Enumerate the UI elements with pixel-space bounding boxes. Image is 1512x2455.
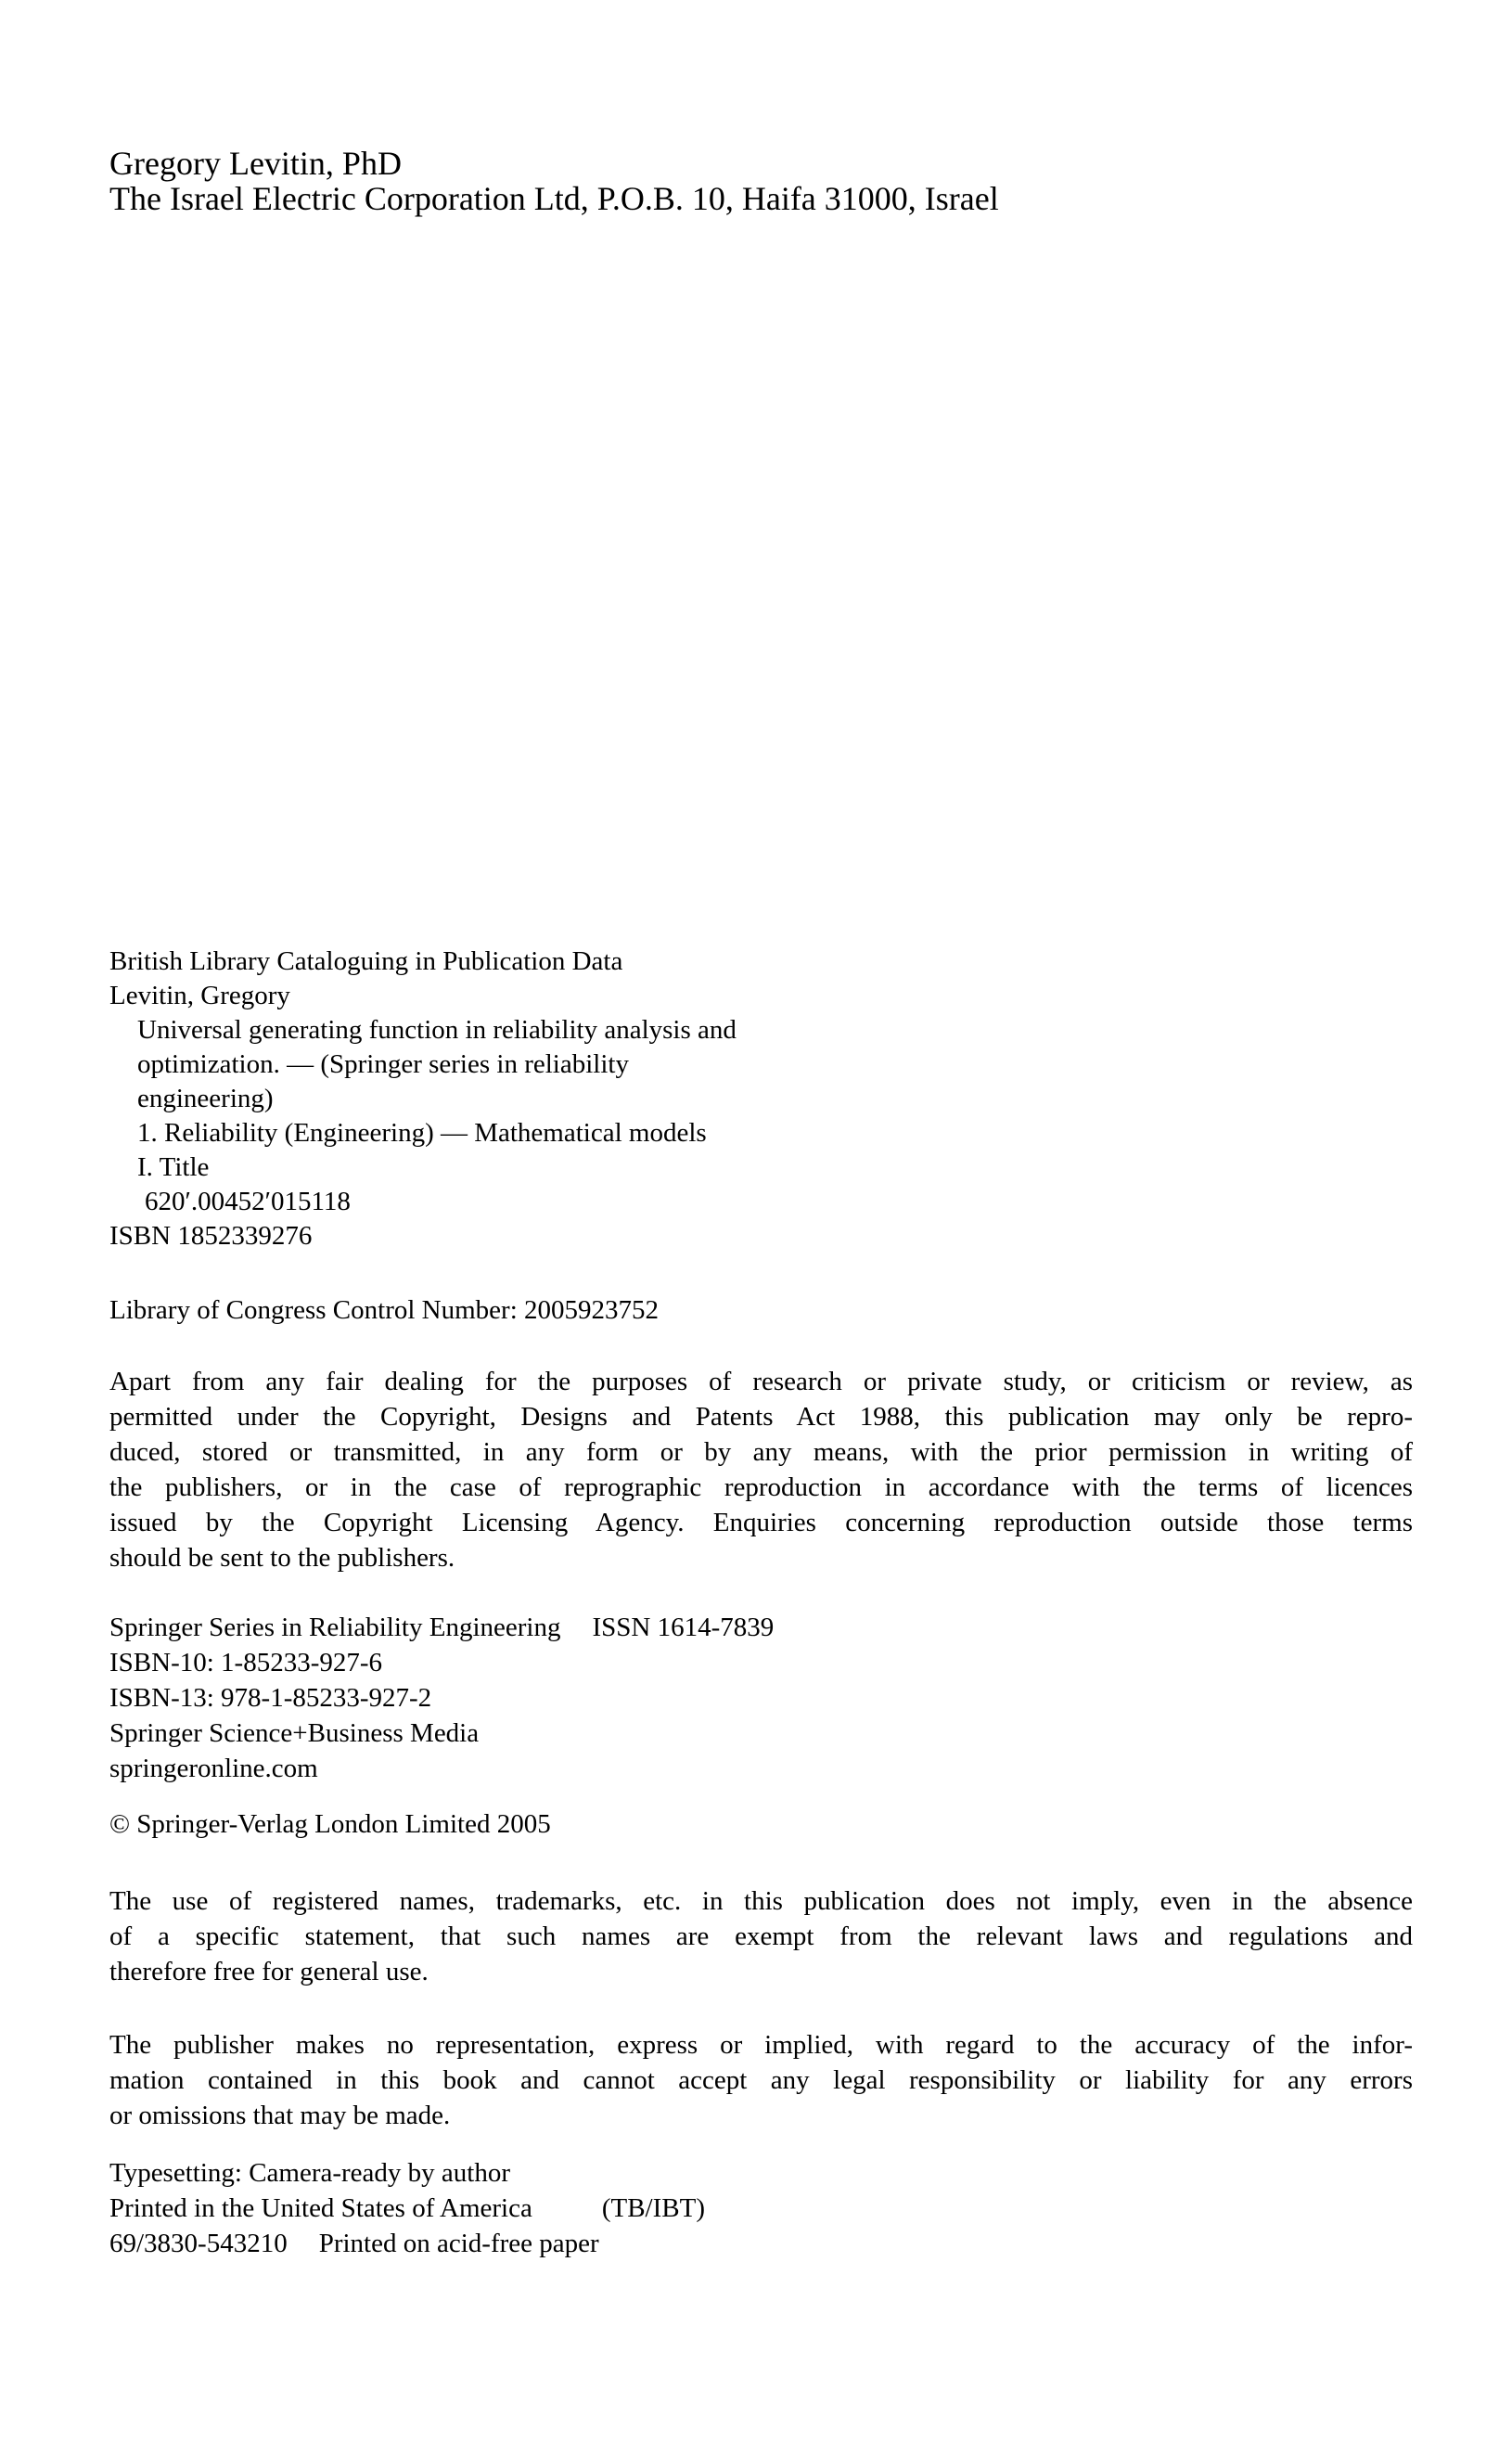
text-line: 620′.00452′015118 [145, 1187, 351, 1216]
text-line: the publishers, or in the case of reprographic reproduction in accordance with the terms of licences [109, 1472, 1413, 1502]
inline-gap [560, 1635, 592, 1636]
text-segment: ISSN 1614-7839 [592, 1613, 775, 1642]
text-line: The publisher makes no representation, express or implied, with regard to the accuracy of the infor- [109, 2030, 1413, 2060]
text-line: Typesetting: Camera-ready by author [109, 2158, 511, 2188]
lccn-line [109, 1292, 1413, 1328]
series-isbn-block [109, 1610, 1413, 1786]
text-line: 1. Reliability (Engineering) — Mathematical models [137, 1118, 707, 1148]
text-line [109, 2226, 1413, 2261]
text-line [109, 1610, 1413, 1645]
text-line: The use of registered names, trademarks, etc. in this publication does not imply, even in the absence [109, 1886, 1413, 1916]
text-line: I. Title [137, 1152, 210, 1182]
text-line: issued by the Copyright Licensing Agency. Enquiries concerning reproduction outside those terms [109, 1508, 1413, 1537]
text-line: permitted under the Copyright, Designs and Patents Act 1988, this publication may only be repro- [109, 1402, 1413, 1432]
text-line: ISBN-13: 978-1-85233-927-2 [109, 1683, 432, 1713]
text-segment: 69/3830-543210 [109, 2229, 288, 2258]
text-line: engineering) [137, 1084, 274, 1113]
text-segment: Springer Series in Reliability Engineering [109, 1613, 561, 1642]
inline-gap [532, 2216, 602, 2217]
text-line: ISBN 1852339276 [109, 1221, 313, 1251]
author-block [109, 146, 1464, 216]
disclaimer-paragraph [109, 2027, 1413, 2133]
cip-catalog-block [109, 945, 1413, 1253]
author-affiliation-line: The Israel Electric Corporation Ltd, P.O.B. 10, Haifa 31000, Israel [109, 180, 999, 217]
trademark-paragraph [109, 1883, 1413, 1989]
copyright-line [109, 1806, 1413, 1842]
text-segment: Printed on acid-free paper [318, 2229, 599, 2258]
author-name-line: Gregory Levitin, PhD [109, 145, 402, 182]
text-line: optimization. — (Springer series in reliability [137, 1049, 629, 1079]
text-line: of a specific statement, that such names are exempt from the relevant laws and regulations and [109, 1922, 1413, 1951]
text-line: Springer Science+Business Media [109, 1718, 480, 1748]
text-line: should be sent to the publishers. [109, 1543, 455, 1573]
text-line: Universal generating function in reliability analysis and [137, 1015, 737, 1045]
text-line: mation contained in this book and cannot accept any legal responsibility or liability for any errors [109, 2065, 1413, 2095]
inline-gap [288, 2251, 319, 2252]
text-line: © Springer-Verlag London Limited 2005 [109, 1809, 551, 1839]
text-line: therefore free for general use. [109, 1957, 429, 1986]
text-line: Apart from any fair dealing for the purposes of research or private study, or criticism or review, as [109, 1367, 1413, 1396]
text-line [109, 2191, 1413, 2226]
text-line: British Library Cataloguing in Publication Data [109, 946, 623, 976]
text-line: ISBN-10: 1-85233-927-6 [109, 1648, 383, 1677]
printing-info-block [109, 2155, 1413, 2261]
text-line: or omissions that may be made. [109, 2101, 451, 2130]
text-segment: Printed in the United States of America [109, 2193, 532, 2223]
text-segment: (TB/IBT) [601, 2193, 705, 2223]
rights-paragraph [109, 1364, 1413, 1575]
text-line: Levitin, Gregory [109, 981, 290, 1010]
text-line: Library of Congress Control Number: 2005923752 [109, 1295, 660, 1325]
text-line: springeronline.com [109, 1754, 318, 1783]
text-line: duced, stored or transmitted, in any form or by any means, with the prior permission in writing of [109, 1437, 1413, 1467]
